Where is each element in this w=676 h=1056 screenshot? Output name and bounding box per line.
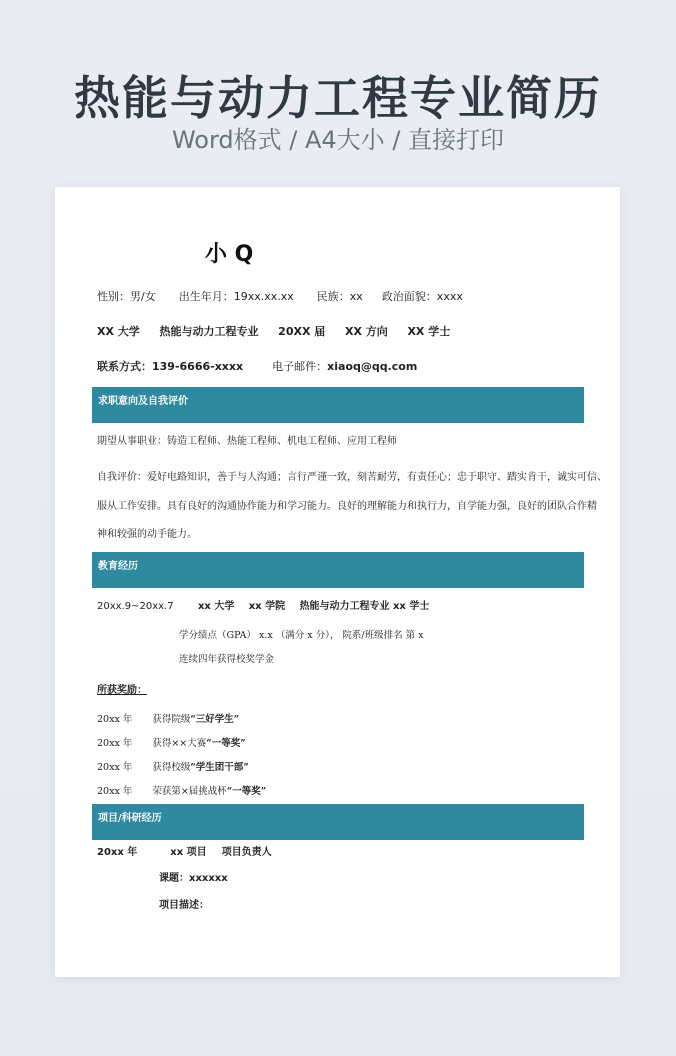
award-year: 20xx 年 xyxy=(97,738,133,749)
banner-subtitle: Word格式 / A4大小 / 直接打印 xyxy=(171,126,505,154)
project-description-label: 项目描述： xyxy=(159,900,209,911)
scholarship-line: 连续四年获得校奖学金 xyxy=(179,654,275,665)
edu-college: xx 学院 xyxy=(248,601,286,612)
award-item xyxy=(97,783,266,797)
banner-title: 热能与动力工程专业简历 xyxy=(74,71,602,125)
major-text: 热能与动力工程专业 xyxy=(159,325,259,338)
gpa-line: 学分绩点（GPA） x.x （满分 x 分）， 院系/班级排名 第 x xyxy=(179,630,424,641)
politics-text: 政治面貌：xxxx xyxy=(381,290,463,303)
award-highlight: “一等奖” xyxy=(226,786,267,797)
contact-row xyxy=(97,358,417,374)
project-entry-row xyxy=(97,843,272,858)
award-highlight: “一等奖” xyxy=(206,738,246,749)
self-eval-line-2: 服从工作安排。具有良好的沟通协作能力和学习能力。良好的理解能力和执行力，自学能力强，良好的团队合作精 xyxy=(97,501,597,512)
section-header-education: 教育经历 xyxy=(92,552,584,588)
resume-name: 小 Q xyxy=(205,242,254,267)
award-text: 获得院级 xyxy=(152,714,191,725)
resume-page xyxy=(55,187,620,977)
award-text: 荣获第×届挑战杯 xyxy=(152,786,227,797)
edu-period: 20xx.9~20xx.7 xyxy=(97,601,174,612)
project-topic: 课题：xxxxxx xyxy=(159,873,228,884)
project-role: 项目负责人 xyxy=(221,847,272,858)
education-summary-row xyxy=(97,323,450,339)
self-eval-line-1: 自我评价：爱好电路知识，善于与人沟通；言行严谨一致，刻苦耐劳，有责任心；忠于职守、踏实肯干，诚实可信、 xyxy=(97,472,607,483)
award-year: 20xx 年 xyxy=(97,714,133,725)
project-year: 20xx 年 xyxy=(97,847,138,858)
project-name: xx 项目 xyxy=(170,847,207,858)
degree-text: XX 学士 xyxy=(407,325,451,338)
direction-text: XX 方向 xyxy=(344,325,388,338)
education-entry-row xyxy=(97,597,429,612)
birth-text: 出生年月：19xx.xx.xx xyxy=(178,290,294,303)
section-header-intent: 求职意向及自我评价 xyxy=(92,387,584,423)
awards-title: 所获奖励： xyxy=(97,685,147,696)
edu-school: xx 大学 xyxy=(197,601,235,612)
award-item xyxy=(97,759,249,773)
school-text: XX 大学 xyxy=(97,325,140,338)
ethnicity-text: 民族：xx xyxy=(316,290,363,303)
award-text: 获得××大赛 xyxy=(152,738,207,749)
personal-info-row xyxy=(97,288,463,304)
award-highlight: “学生团干部” xyxy=(190,762,249,773)
job-intent-text: 期望从事职业：铸造工程师、热能工程师、机电工程师、应用工程师 xyxy=(97,436,397,447)
gender-text: 性别：男/女 xyxy=(97,290,156,303)
graduation-year-text: 20XX 届 xyxy=(278,325,326,338)
award-text: 获得校级 xyxy=(152,762,191,773)
award-year: 20xx 年 xyxy=(97,786,133,797)
award-item xyxy=(97,735,246,749)
award-item xyxy=(97,711,239,725)
phone-text: 联系方式：139-6666-xxxx xyxy=(97,360,244,373)
edu-major-degree: 热能与动力工程专业 xx 学士 xyxy=(299,601,430,612)
email-text: xiaoq@qq.com xyxy=(327,360,418,373)
award-highlight: “三好学生” xyxy=(190,714,240,725)
email-label: 电子邮件： xyxy=(272,360,328,373)
award-year: 20xx 年 xyxy=(97,762,133,773)
self-eval-line-3: 神和较强的动手能力。 xyxy=(97,529,197,540)
section-header-project: 项目/科研经历 xyxy=(92,804,584,840)
